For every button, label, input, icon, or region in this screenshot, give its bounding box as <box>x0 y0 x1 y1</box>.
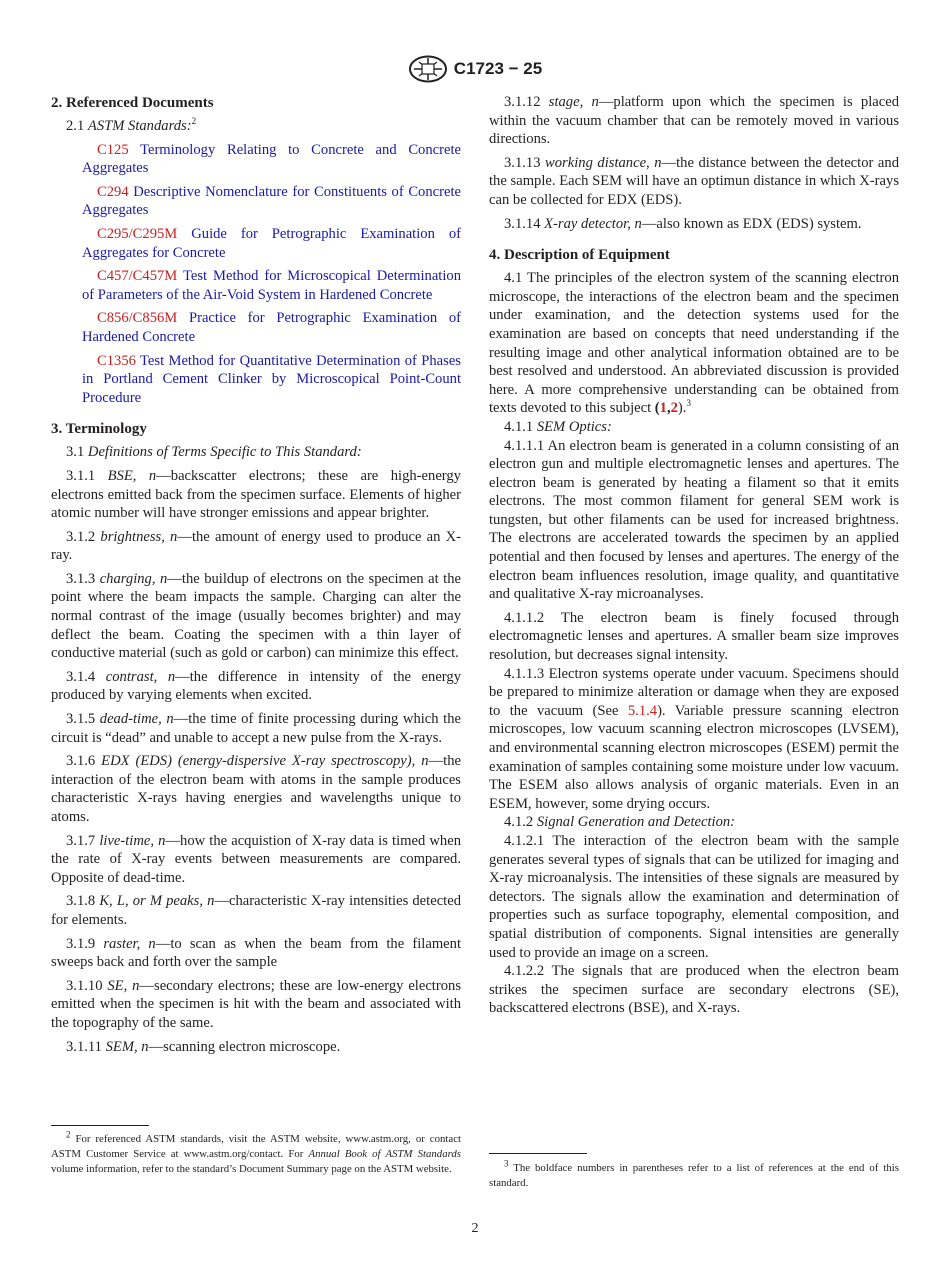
paragraph-4-1-1-3: 4.1.1.3 Electron systems operate under vacuum. Specimens should be prepared to minimize alteration or damage when they are exposed to the vacuum (See 5.1.4). Variable pressure scanning electron microscopes, low vacuum scanning electron microscopes (LVSEM), and environmental scanning electron microscopes (ESEM) permit the examination of samples containing some moisture under low vacuum. The ESEM also allows analysis of organic materials. Even in an ESEM, however, some drying occurs. <box>489 665 899 812</box>
page-number: 2 <box>471 1221 479 1236</box>
paragraph-4-1-1-1: 4.1.1.1 An electron beam is generated in a column consisting of an electron gun and multiple electromagnetic lenses and apertures. The electron beam is generated by heating a filament so that it emits electrons. The most common filament for general SEM work is tungsten, but other filaments can be used for increased brightness. The electrons are accelerated towards the specimen by an applied potential and then focused by lenses and apertures. The energy of the electron beam influences resolution, image quality, and quantitative and qualitative X-ray microanalyses. <box>489 437 900 603</box>
definition-paragraph: 3.1.7 live-time, n—how the acquistion of X-ray data is timed when the rate of X-ray events between measurements are compared. Opposite of dead-time. <box>51 832 461 886</box>
standard-designation: C1723 − 25 <box>453 59 543 78</box>
definition-paragraph: 3.1.10 SE, n—secondary electrons; these are low-energy electrons emitted when the specimen is hit with the beam and associated with the topography of the same. <box>51 977 461 1031</box>
definitions-intro: 3.1 Definitions of Terms Specific to This Standard: <box>66 444 362 461</box>
astm-logo-icon <box>408 55 448 83</box>
reference-link[interactable]: 1 <box>659 400 667 417</box>
footnote-3: $^3$ The boldface numbers in parentheses refer to a list of references at the end of this standard. <box>489 1158 899 1190</box>
right-column <box>489 93 899 1023</box>
definition-paragraph: 3.1.12 stage, n—platform upon which the specimen is placed within the vacuum chamber that can be remotely moved in various directions. <box>489 94 900 148</box>
footnote-rule-right <box>489 1153 587 1154</box>
definition-paragraph: 3.1.5 dead-time, n—the time of finite processing during which the circuit is “dead” and unable to accept a new pulse from the X-rays. <box>51 711 461 746</box>
paragraph-4-1: 4.1 The principles of the electron system of the scanning electron microscope, the interactions of the electron beam and the specimen under examination, and the detection systems used for the examination are based on concepts that need understanding if the resulting image and other analytical information obtained are to be best resolved and understood. An abbreviated discussion is provided here. A more comprehensive understanding can be obtained from texts devoted to this subject (1,2).$^3$ <box>489 270 899 417</box>
paragraph-4-1-1-2: 4.1.1.2 The electron beam is finely focused through electromagnetic lenses and apertures. A smaller beam size improves resolution, but decreases signal intensity. <box>489 609 899 664</box>
section-link[interactable]: 5.1.4 <box>627 702 658 719</box>
reference-item[interactable]: C1356 Test Method for Quantitative Determination of Phases in Portland Cement Clinker by Microscopical Point-Count Procedure <box>82 352 461 406</box>
reference-item[interactable]: C457/C457M Test Method for Microscopical Determination of Parameters of the Air-Void System in Hardened Concrete <box>82 268 462 303</box>
paragraph-4-1-1: 4.1.1 SEM Optics: <box>504 418 612 435</box>
reference-item[interactable]: C856/C856M Practice for Petrographic Examination of Hardened Concrete <box>82 310 461 345</box>
definition-paragraph: 3.1.9 raster, n—to scan as when the beam from the filament sweeps back and forth over the sample <box>51 935 461 971</box>
section-4-heading: 4. Description of Equipment <box>489 247 670 264</box>
astm-standards-label: 2.1 ASTM Standards:$^2$ <box>66 116 197 134</box>
definition-paragraph: 3.1.14 X-ray detector, n—also known as EDX (EDS) system. <box>504 215 862 232</box>
reference-link[interactable]: 2 <box>670 400 678 417</box>
paragraph-4-1-2-2: 4.1.2.2 The signals that are produced when the electron beam strikes the specimen surface are secondary electrons (SE), backscattered electrons (BSE), and X-rays. <box>489 963 899 1017</box>
footnote-rule-left <box>51 1125 149 1126</box>
reference-item[interactable]: C295/C295M Guide for Petrographic Examination of Aggregates for Concrete <box>82 225 461 261</box>
definition-paragraph: 3.1.11 SEM, n—scanning electron microscope. <box>66 1038 341 1055</box>
paragraph-4-1-2: 4.1.2 Signal Generation and Detection: <box>504 814 736 831</box>
definition-paragraph: 3.1.13 working distance, n—the distance between the detector and the sample. Each SEM will have an optimun distance in which X-rays can be collected for EDX (EDS). <box>489 154 899 208</box>
section-3-heading: 3. Terminology <box>51 421 147 438</box>
page-header <box>0 54 950 84</box>
definition-paragraph: 3.1.8 K, L, or M peaks, n—characteristic X-ray intensities detected for elements. <box>51 893 461 928</box>
reference-item[interactable]: C294 Descriptive Nomenclature for Constituents of Concrete Aggregates <box>82 183 461 219</box>
definition-paragraph: 3.1.3 charging, n—the buildup of electrons on the specimen at the point where the beam impacts the sample. Charging can alter the normal contrast of the image (usually becomes brighter) and may deflect the beam. Coating the specimen with a thin layer of conductive material (such as gold or carbon) can minimize this effect. <box>51 570 462 662</box>
left-column <box>51 93 461 1061</box>
footnote-2: $^2$ For referenced ASTM standards, visit the ASTM website, www.astm.org, or contact ASTM Customer Service at www.astm.org/contact. For Annual Book of ASTM Standards volume information, refer to the standard’s Document Summary page on the ASTM website. <box>51 1129 461 1176</box>
paragraph-4-1-2-1: 4.1.2.1 The interaction of the electron beam with the sample generates several types of signals that can be utilized for imaging and X-ray microanalysis. The intensities of these signals are measured by detectors. The signals allow the examination and determination of properties such as surface topography, elemental composition, and spatial distribution of components. Signal intensities are generally used to provide an image on a screen. <box>489 832 899 961</box>
definition-paragraph: 3.1.4 contrast, n—the difference in intensity of the energy produced by varying elements when excited. <box>51 668 462 704</box>
definition-paragraph: 3.1.2 brightness, n—the amount of energy used to produce an X-ray. <box>51 528 462 564</box>
section-2-heading: 2. Referenced Documents <box>51 95 214 111</box>
reference-item[interactable]: C125 Terminology Relating to Concrete and Concrete Aggregates <box>82 141 462 177</box>
definition-paragraph: 3.1.6 EDX (EDS) (energy-dispersive X-ray spectroscopy), n—the interaction of the electron beam with atoms in the sample produces characteristic X-rays having energies and wavelengths unique to atoms. <box>51 753 461 825</box>
definition-paragraph: 3.1.1 BSE, n—backscatter electrons; these are high-energy electrons emitted back from the specimen surface. Elements of higher atomic number will have stronger emissions and appear brighter. <box>51 467 461 522</box>
